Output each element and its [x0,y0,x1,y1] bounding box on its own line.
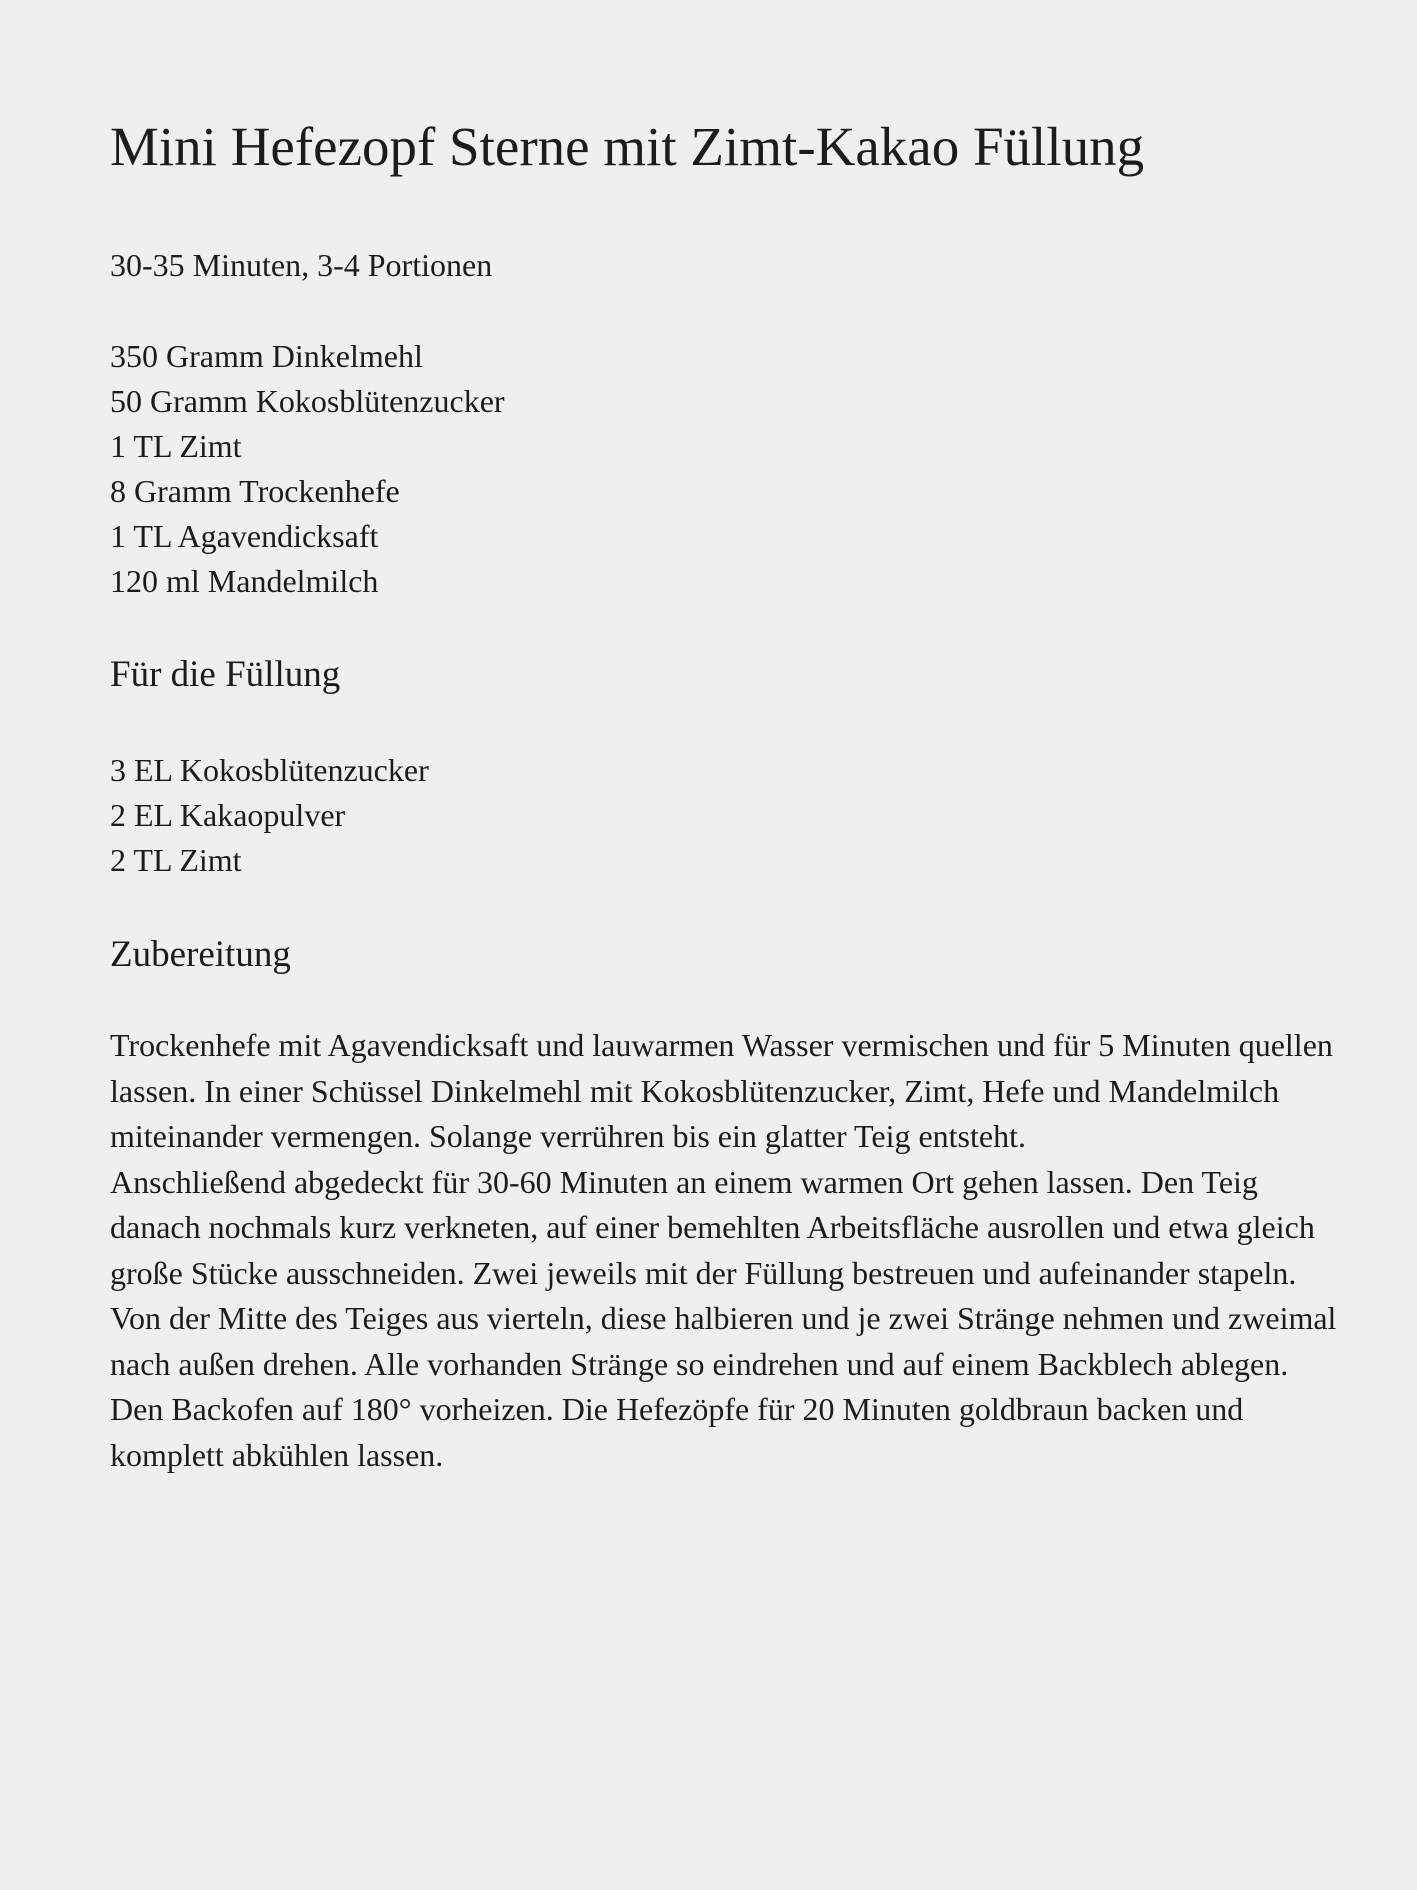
ingredient-item: 50 Gramm Kokosblütenzucker [110,383,505,419]
preparation-text [110,1023,1340,1478]
filling-item: 3 EL Kokosblütenzucker [110,752,429,788]
ingredient-item: 350 Gramm Dinkelmehl [110,338,423,374]
ingredient-item: 120 ml Mandelmilch [110,563,379,599]
preparation-paragraph: Trockenhefe mit Agavendicksaft und lauwarmen Wasser vermischen und für 5 Minuten quellen lassen. In einer Schüssel Dinkelmehl mit Kokosblütenzucker, Zimt, Hefe und Mandelmilch miteinander vermengen. Solange verrühren bis ein glatter Teig entsteht. [110,1027,1333,1154]
preparation-paragraph: Von der Mitte des Teiges aus vierteln, diese halbieren und je zwei Stränge nehmen und zweimal nach außen drehen. Alle vorhanden Stränge so eindrehen und auf einem Backblech ablegen. [110,1300,1337,1382]
preparation-heading: Zubereitung [110,934,291,975]
ingredient-item: 8 Gramm Trockenhefe [110,473,400,509]
ingredient-list [110,334,505,604]
preparation-paragraph: Anschließend abgedeckt für 30-60 Minuten an einem warmen Ort gehen lassen. Den Teig danach nochmals kurz verkneten, auf einer bemehlten Arbeitsfläche ausrollen und etwa gleich große Stücke ausschneiden. Zwei jeweils mit der Füllung bestreuen und aufeinander stapeln. [110,1163,1315,1291]
filling-list [110,748,429,883]
ingredient-item: 1 TL Agavendicksaft [110,518,379,554]
filling-item: 2 EL Kakaopulver [110,797,346,833]
recipe-title: Mini Hefezopf Sterne mit Zimt-Kakao Füllung [110,116,1145,177]
filling-item: 2 TL Zimt [110,842,242,878]
recipe-meta: 30-35 Minuten, 3-4 Portionen [110,247,493,283]
filling-heading: Für die Füllung [110,654,341,695]
preparation-paragraph: Den Backofen auf 180° vorheizen. Die Hefezöpfe für 20 Minuten goldbraun backen und komplett abkühlen lassen. [110,1391,1244,1473]
ingredient-item: 1 TL Zimt [110,428,242,464]
